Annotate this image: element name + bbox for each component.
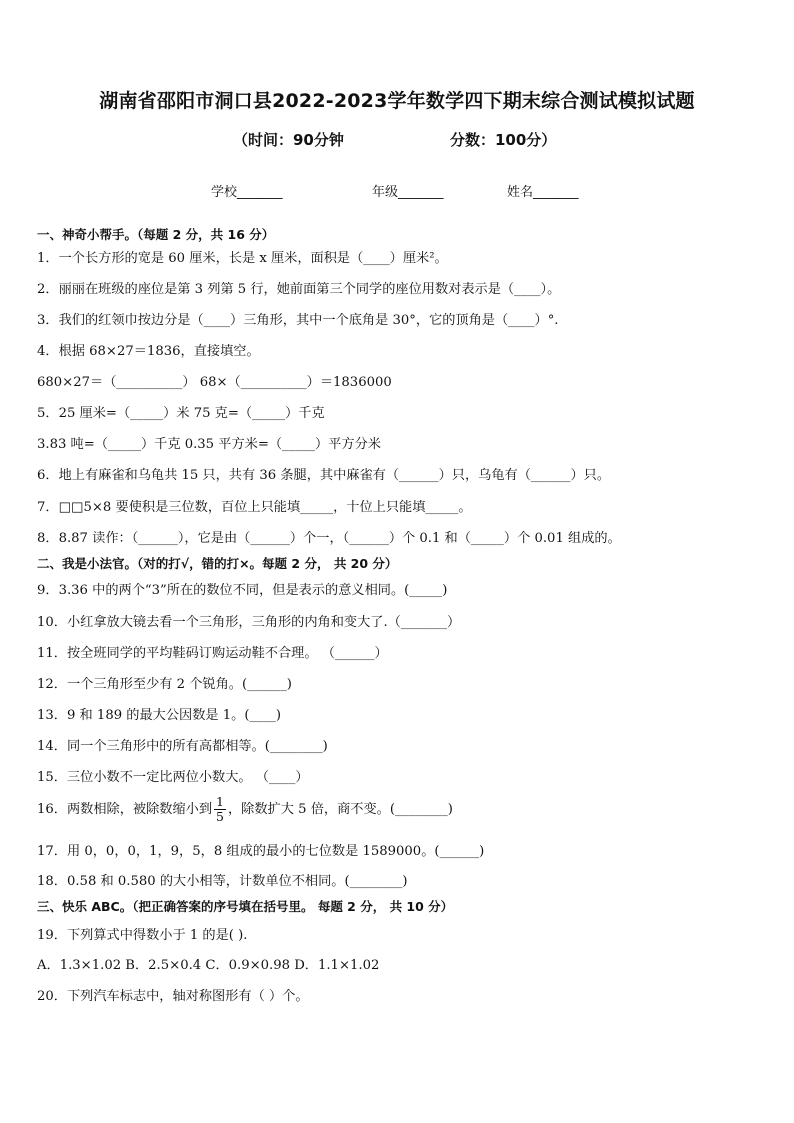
question-line: 4．根据 68×27＝1836，直接填空。 — [37, 344, 260, 359]
question-line: 680×27＝（__________） 68×（__________）＝1836000 — [37, 375, 392, 390]
question-line: 12．一个三角形至少有 2 个锐角。(______) — [37, 677, 292, 692]
question-line: 7．□□5×8 要使积是三位数，百位上只能填_____，十位上只能填_____。 — [37, 500, 472, 515]
question-line: 6．地上有麻雀和乌龟共 15 只，共有 36 条腿，其中麻雀有（______）只，乌龟有（______）只。 — [37, 468, 611, 483]
fraction — [214, 795, 226, 824]
question-line: 18．0.58 和 0.580 的大小相等，计数单位不相同。(________) — [37, 874, 408, 889]
fraction-numerator: 1 — [216, 794, 224, 809]
question-line: 10．小红拿放大镜去看一个三角形，三角形的内角和变大了.（_______） — [37, 615, 461, 630]
question-line — [37, 795, 453, 824]
question-line: 5．25 厘米=（_____）米 75 克=（_____）千克 — [37, 406, 325, 421]
time-info: （时间：90分钟 — [233, 131, 344, 149]
fraction-denominator: 5 — [216, 809, 224, 824]
section-heading: 二、我是小法官。（对的打√，错的打×。每题 2 分， 共 20 分） — [37, 556, 398, 571]
question-line: 8．8.87 读作：（______），它是由（______）个一，（______）个 0.1 和（_____）个 0.01 组成的。 — [37, 531, 621, 546]
exam-title: 湖南省邵阳市洞口县2022-2023学年数学四下期末综合测试模拟试题 — [99, 90, 695, 112]
question-line: 11．按全班同学的平均鞋码订购运动鞋不合理。 （______） — [37, 646, 388, 661]
question-line: 3．我们的红领巾按边分是（____）三角形，其中一个底角是 30°，它的顶角是（____）°. — [37, 313, 559, 328]
question-line: 20．下列汽车标志中，轴对称图形有（ ）个。 — [37, 989, 309, 1004]
question-line: 9．3.36 中的两个“3”所在的数位不同，但是表示的意义相同。(_____) — [37, 583, 448, 598]
grade-field: 年级_______ — [372, 185, 444, 200]
question-line: 13．9 和 189 的最大公因数是 1。(____) — [37, 708, 282, 723]
question-line: 17．用 0，0，0，1，9，5，8 组成的最小的七位数是 1589000。(______) — [37, 844, 485, 859]
section-heading: 一、神奇小帮手。（每题 2 分，共 16 分） — [37, 227, 275, 242]
name-field: 姓名_______ — [507, 185, 579, 200]
question-line: 3.83 吨=（_____）千克 0.35 平方米=（_____）平方分米 — [37, 437, 381, 452]
school-field: 学校_______ — [211, 185, 283, 200]
question-line: 2．丽丽在班级的座位是第 3 列第 5 行，她前面第三个同学的座位用数对表示是（____）。 — [37, 282, 561, 297]
question-line: 15．三位小数不一定比两位小数大。 （____） — [37, 770, 309, 785]
question-line: 1．一个长方形的宽是 60 厘米，长是 x 厘米，面积是（____）厘米²。 — [37, 251, 448, 266]
question-line: A．1.3×1.02 B．2.5×0.4 C．0.9×0.98 D．1.1×1.02 — [37, 958, 380, 973]
score-info: 分数：100分） — [450, 131, 557, 149]
section-heading: 三、快乐 ABC。（把正确答案的序号填在括号里。 每题 2 分， 共 10 分） — [37, 899, 454, 914]
question-text: ，除数扩大 5 倍，商不变。(________) — [227, 802, 453, 817]
question-text: 16．两数相除，被除数缩小到 — [37, 802, 213, 817]
question-line: 14．同一个三角形中的所有高都相等。(________) — [37, 739, 328, 754]
question-line: 19．下列算式中得数小于 1 的是( ). — [37, 928, 248, 943]
